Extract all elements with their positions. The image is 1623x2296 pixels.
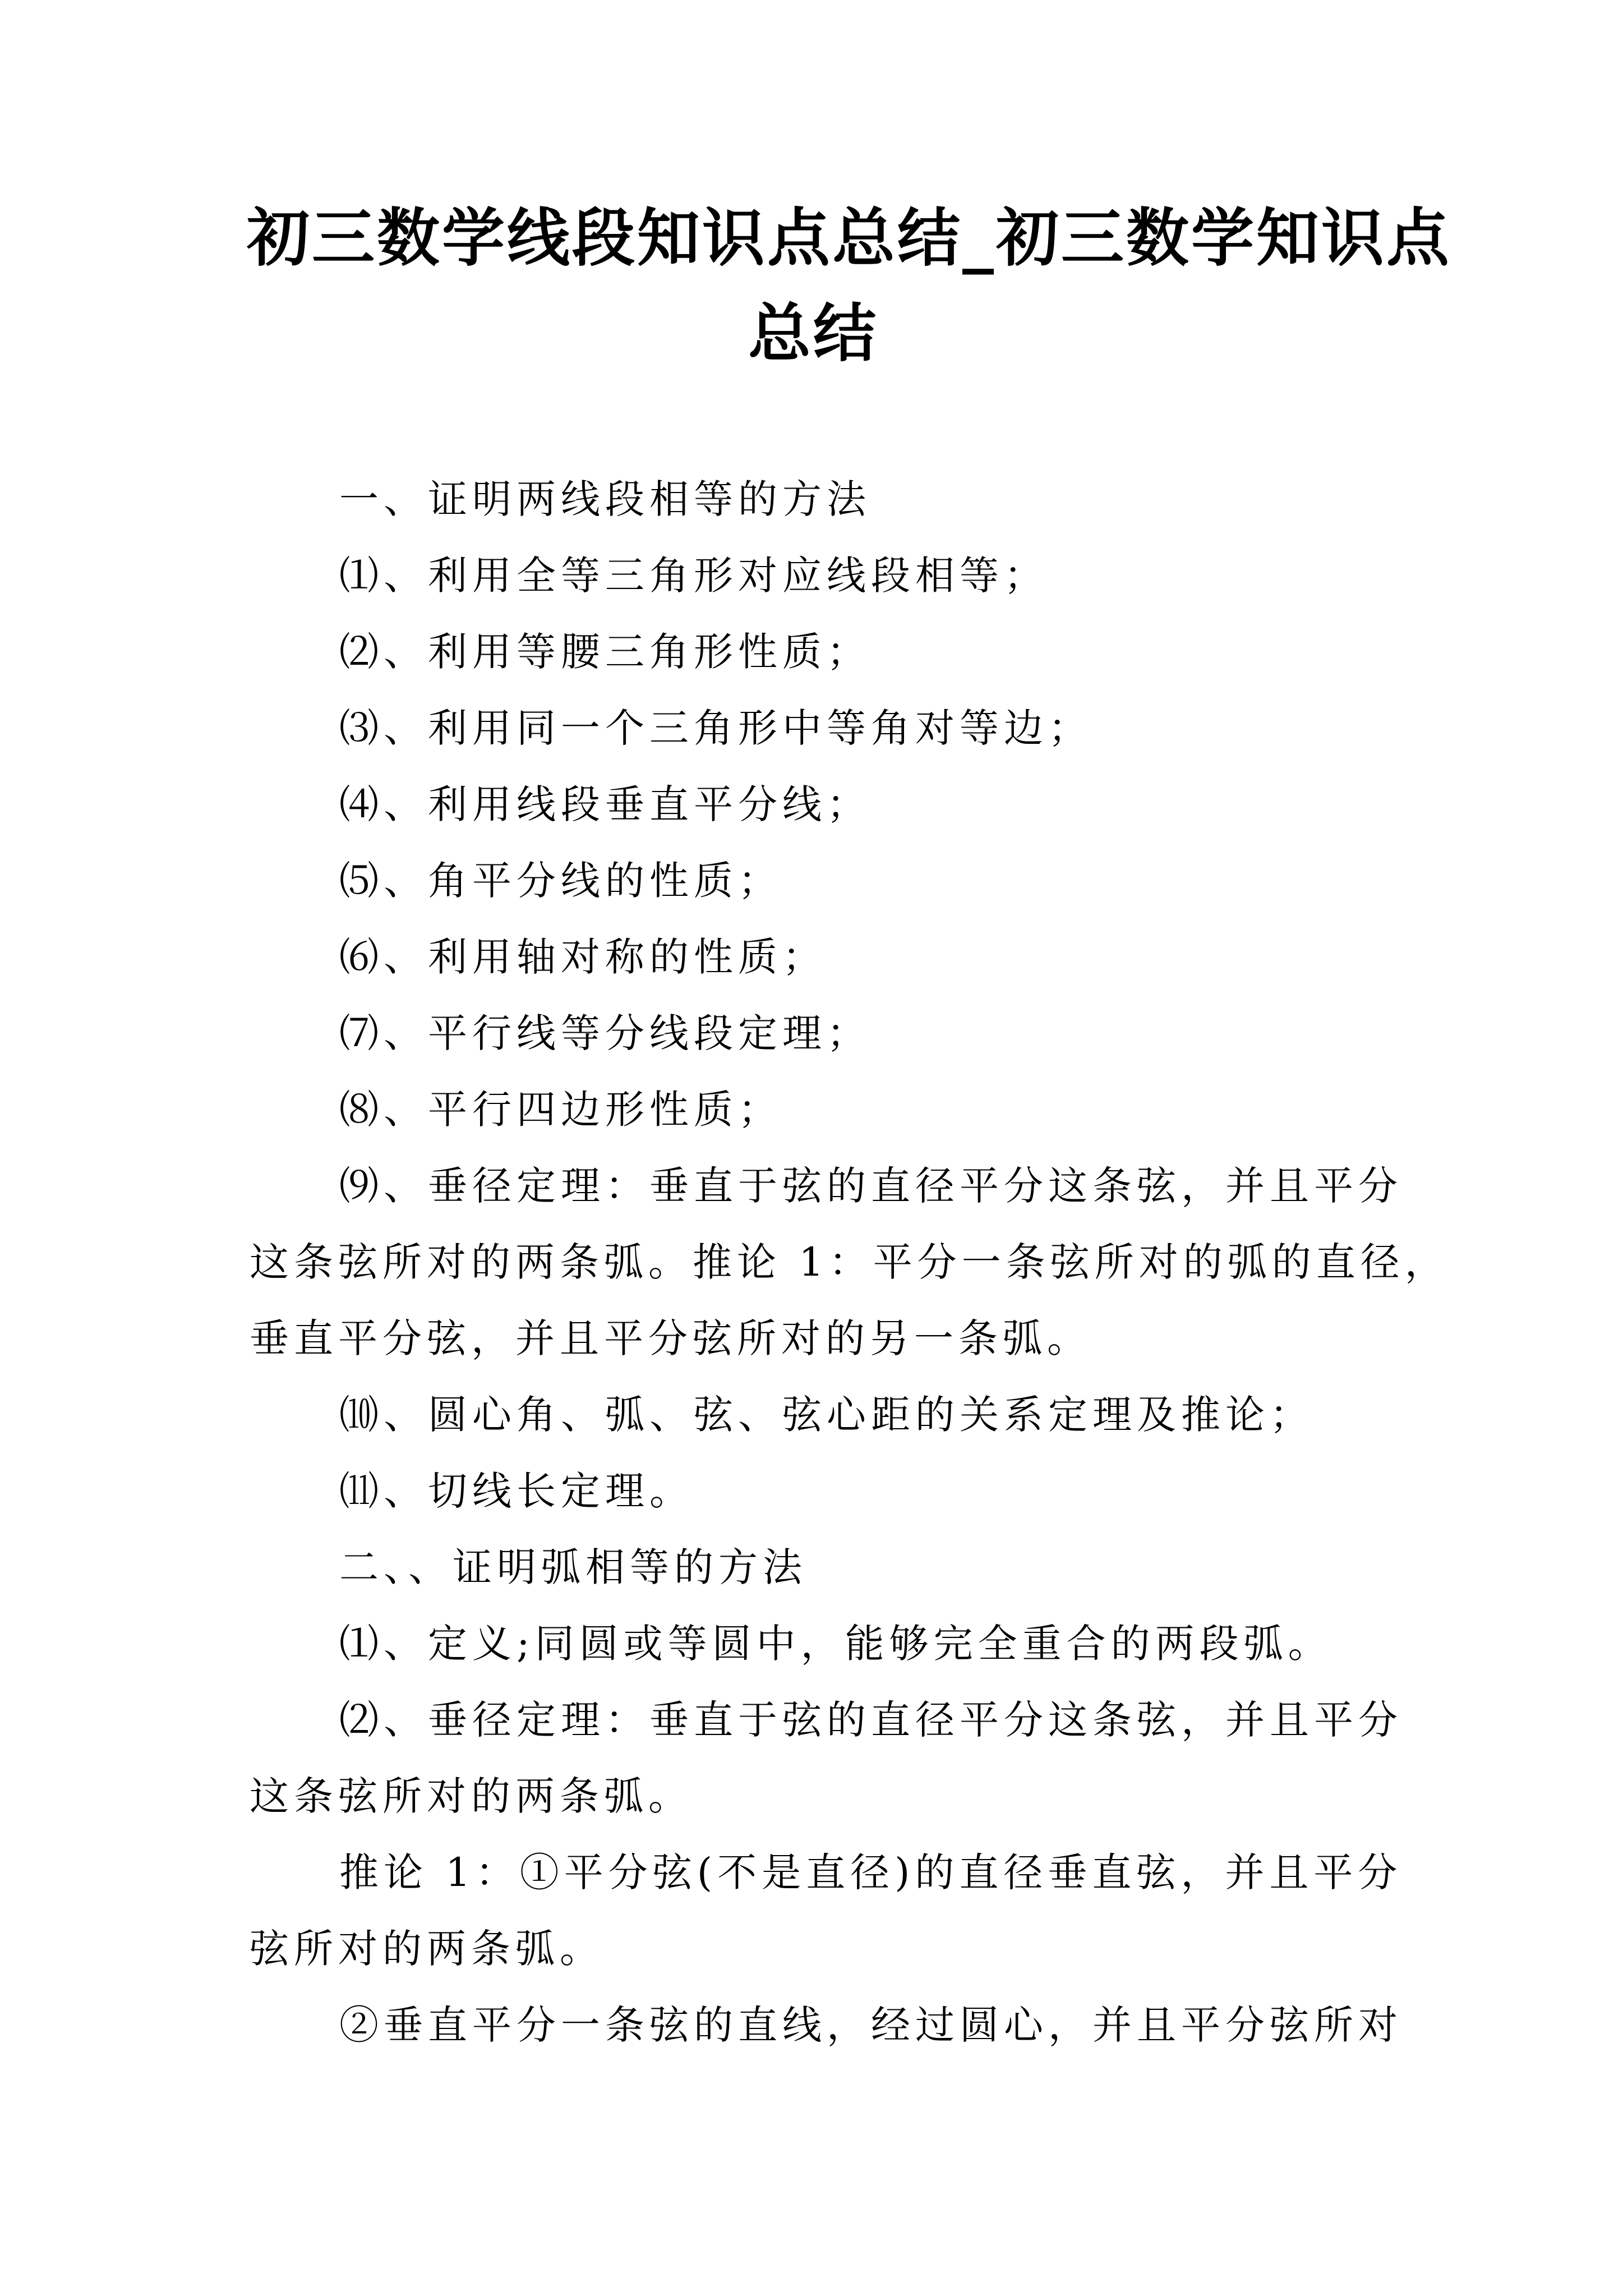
paragraph-line: ⑽、圆心角、弧、弦、弦心距的关系定理及推论；: [339, 1392, 1314, 1438]
paragraph-line: 推论 1：①平分弦(不是直径)的直径垂直弦，并且平分: [339, 1849, 1403, 1895]
section-heading-1: [250, 461, 1405, 537]
paragraph-line: 二、、证明弧相等的方法: [339, 1544, 807, 1590]
list-item-9: [250, 1148, 1449, 1377]
paragraph-line: 垂直平分弦，并且平分弦所对的另一条弧。: [250, 1315, 1091, 1361]
paragraph-line: ⑸、角平分线的性质；: [339, 858, 782, 904]
corollary-1: [250, 1834, 1405, 1987]
paragraph-line: ⑹、利用轴对称的性质；: [339, 934, 827, 980]
paragraph-line: 弦所对的两条弧。: [250, 1926, 604, 1972]
list-item-7: [250, 995, 1405, 1071]
title-line-2: 总结: [748, 297, 878, 370]
paragraph-line: ⑷、利用线段垂直平分线；: [339, 781, 871, 827]
list-item-10: [250, 1377, 1405, 1453]
paragraph-line: ⑶、利用同一个三角形中等角对等边；: [339, 705, 1092, 751]
document-body: [250, 461, 1449, 2063]
paragraph-line: ⑻、平行四边形性质；: [339, 1087, 782, 1133]
list-item-4: [250, 766, 1405, 843]
paragraph-line: ⑴、定义;同圆或等圆中，能够完全重合的两段弧。: [339, 1621, 1332, 1667]
paragraph-line: 一、证明两线段相等的方法: [339, 476, 871, 522]
paragraph-line: ⑴、利用全等三角形对应线段相等；: [339, 553, 1048, 599]
list-item-6: [250, 919, 1405, 995]
list-item-8: [250, 1071, 1405, 1148]
list-item-2: [250, 614, 1405, 690]
list-item-11: [250, 1453, 1405, 1529]
paragraph-line: ⑵、利用等腰三角形性质；: [339, 629, 871, 675]
paragraph-line: ⑺、平行线等分线段定理；: [339, 1010, 871, 1056]
list-item-1: [250, 537, 1405, 614]
paragraph-line: ②垂直平分一条弦的直线，经过圆心，并且平分弦所对: [339, 2002, 1403, 2048]
corollary-2: [250, 1987, 1405, 2063]
document-title: [247, 191, 1451, 381]
list-item-5: [250, 843, 1405, 919]
paragraph-line: ⑵、垂径定理：垂直于弦的直径平分这条弦，并且平分: [339, 1697, 1403, 1743]
section-heading-2: [250, 1529, 1405, 1605]
paragraph-line: ⑾、切线长定理。: [339, 1468, 694, 1514]
title-line-1: 初三数学线段知识点总结_初三数学知识点: [247, 201, 1451, 275]
arc-list-item-1: [250, 1605, 1405, 1682]
paragraph-line: ⑼、垂径定理：垂直于弦的直径平分这条弦，并且平分: [339, 1163, 1403, 1209]
list-item-3: [250, 690, 1405, 766]
paragraph-line: 这条弦所对的两条弧。: [250, 1773, 693, 1819]
arc-list-item-2: [250, 1682, 1405, 1834]
paragraph-line: 这条弦所对的两条弧。推论 1：平分一条弦所对的弧的直径，: [250, 1239, 1449, 1285]
